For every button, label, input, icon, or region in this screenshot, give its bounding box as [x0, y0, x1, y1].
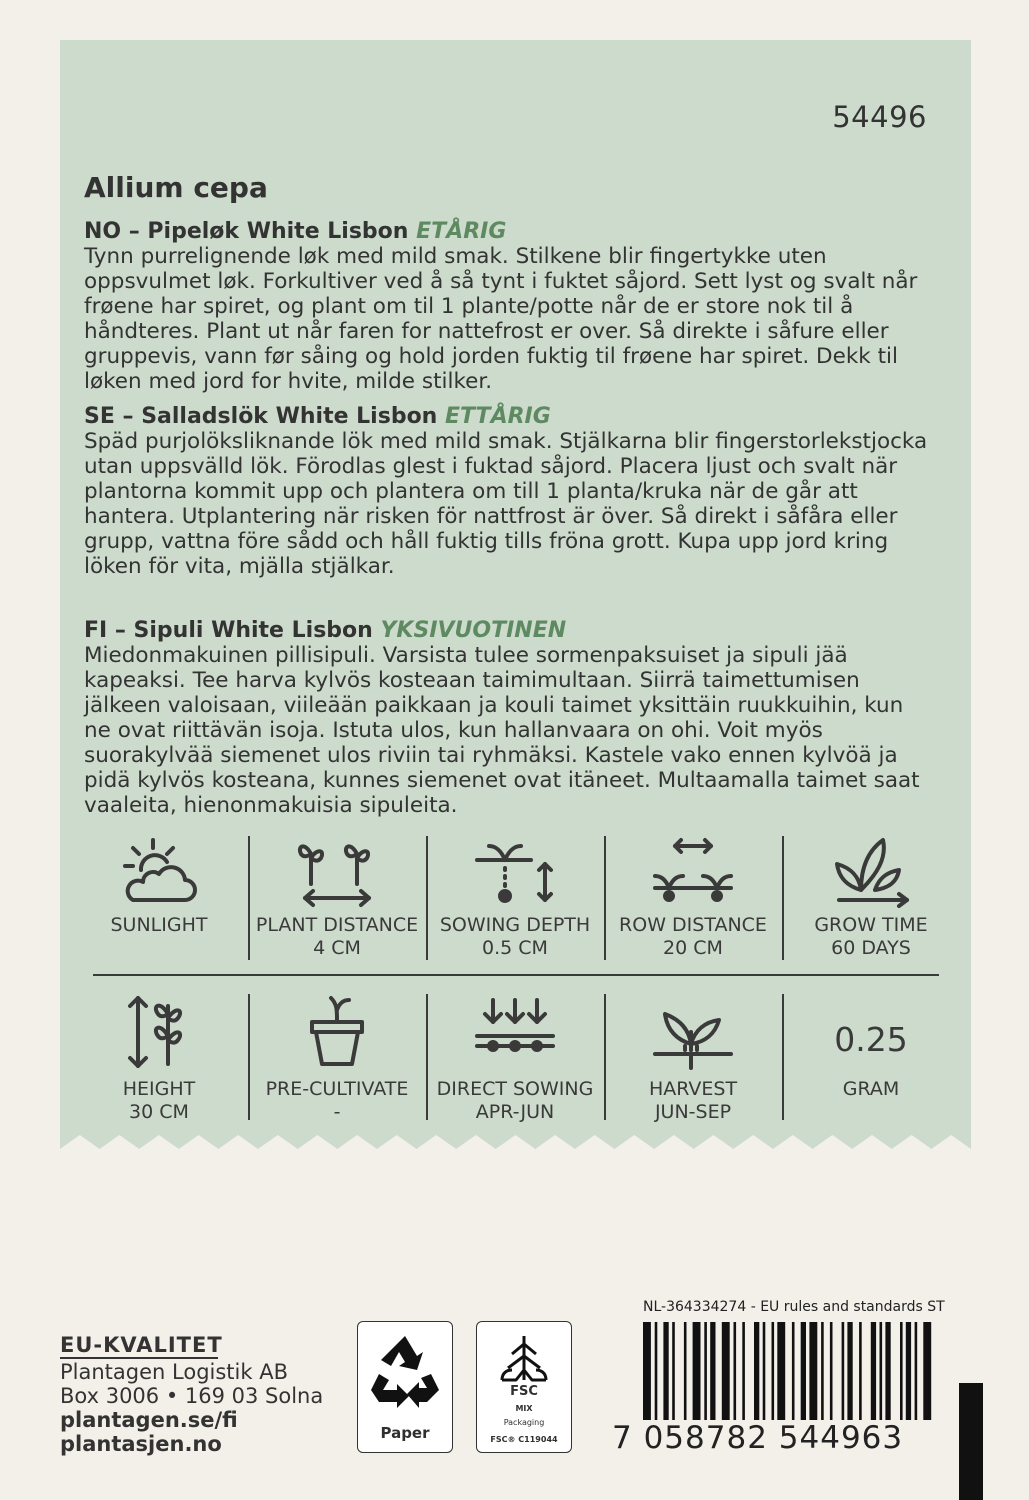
barcode-bar	[792, 1322, 795, 1420]
info-plant-distance	[248, 834, 426, 962]
info-row-distance	[604, 834, 782, 962]
info-label: ROW DISTANCE 20 CM	[619, 914, 767, 959]
gram-label: GRAM	[842, 1078, 900, 1100]
grow-time-icon	[831, 834, 911, 908]
barcode-bar	[923, 1322, 931, 1420]
info-label: PRE-CULTIVATE -	[265, 1078, 409, 1123]
height-icon	[124, 992, 194, 1072]
title-underline	[60, 1357, 218, 1359]
fsc-logo	[476, 1321, 572, 1453]
gram-value: 0.25	[834, 1020, 908, 1059]
barcode-bar	[801, 1322, 806, 1420]
harvest-icon	[651, 992, 735, 1072]
section-swedish	[84, 404, 934, 579]
barcode-bar	[754, 1322, 759, 1420]
barcode-bar	[915, 1322, 918, 1420]
website-fi: plantagen.se/fi	[60, 1408, 238, 1432]
barcode-bar	[684, 1322, 687, 1420]
barcode-bar	[722, 1322, 730, 1420]
pot-icon	[302, 992, 372, 1068]
recycle-icon	[365, 1330, 445, 1410]
fsc-mix: MIX	[515, 1404, 533, 1413]
address: Box 3006 • 169 03 Solna	[60, 1384, 324, 1408]
direct-sowing-icon	[473, 992, 557, 1062]
barcode-bar	[821, 1322, 824, 1420]
recycle-paper-logo	[357, 1321, 453, 1453]
barcode-bar	[693, 1322, 701, 1420]
fsc-packaging: Packaging	[503, 1418, 545, 1427]
barcode	[639, 1322, 939, 1420]
fsc-text: FSC	[510, 1384, 538, 1399]
section-finnish	[84, 618, 934, 818]
barcode-bar	[777, 1322, 785, 1420]
plant-distance-icon	[297, 834, 377, 910]
barcode-bar	[842, 1322, 845, 1420]
barcode-bar	[663, 1322, 668, 1420]
fsc-tree-icon	[494, 1330, 554, 1386]
barcode-bar	[859, 1322, 862, 1420]
info-label: HARVEST JUN-SEP	[648, 1078, 738, 1123]
section-heading: SE – Salladslök White Lisbon ETTÅRIG	[84, 404, 551, 429]
section-heading: NO – Pipeløk White Lisbon ETÅRIG	[84, 219, 507, 244]
zigzag-edge	[60, 1131, 971, 1153]
info-harvest	[604, 992, 782, 1122]
product-code: 54496	[832, 100, 927, 134]
barcode-bar	[809, 1322, 817, 1420]
grid-divider	[93, 974, 939, 976]
barcode-bar	[885, 1322, 890, 1420]
info-sunlight	[70, 834, 248, 962]
info-height	[70, 992, 248, 1122]
latin-name: Allium cepa	[84, 171, 268, 204]
info-label: SOWING DEPTH 0.5 CM	[439, 914, 591, 959]
fsc-code: FSC® C119044	[490, 1435, 558, 1444]
barcode-bar	[880, 1322, 883, 1420]
barcode-bar	[772, 1322, 775, 1420]
info-label: PLANT DISTANCE 4 CM	[255, 914, 419, 959]
barcode-bar	[900, 1322, 903, 1420]
barcode-bar	[710, 1322, 715, 1420]
info-gram	[782, 992, 960, 1122]
section-text: Tynn purrelignende løk med mild smak. Stilkene blir fingertykke uten oppsvulmet løk. Forkultiver ved å så tynt i fuktet såjord. Sett lyst og svalt når frøene har spiret, og plant om til 1 plante/potte når de er store nok til å håndteres. Plant ut når faren for nattefrost er over. Så direkte i såfure eller gruppevis, vann før såing og hold jorden fuktig til frøene har spiret. Dekk til løken med jord for hvite, milde stilker.	[84, 244, 918, 394]
section-text: Miedonmakuinen pillisipuli. Varsista tulee sormenpaksuiset ja sipuli jää kapeaksi. Tee harva kylvös kosteaan taimimultaan. Siirrä taimettumisen jälkeen valoisaan, viileään paikkaan ja kouli taimet yksittäin ruukkuihin, kun ne ovat riittävän isoja. Istuta ulos, kun hallanvaara on ohi. Voit myös suorakylvää siemenet ulos riviin tai ryhmäksi. Kastele vako ennen kylvöä ja pidä kylvös kosteana, kunnes siemenet ovat itäneet. Multaamalla taimet saat vaaleita, hienonmakuisia sipuleita.	[84, 643, 920, 818]
info-pre-cultivate	[248, 992, 426, 1122]
barcode-bar	[742, 1322, 745, 1420]
barcode-bar	[830, 1322, 833, 1420]
section-norwegian	[84, 219, 934, 394]
duration-label: YKSIVUOTINEN	[380, 618, 567, 643]
barcode-bar	[906, 1322, 911, 1420]
sun-cloud-icon	[119, 834, 199, 906]
row-distance-icon	[651, 834, 735, 904]
company-name: Plantagen Logistik AB	[60, 1360, 288, 1384]
info-label: SUNLIGHT	[110, 914, 208, 936]
section-heading: FI – Sipuli White Lisbon YKSIVUOTINEN	[84, 618, 567, 643]
info-label: GROW TIME 60 DAYS	[814, 914, 928, 959]
barcode-bar	[871, 1322, 876, 1420]
duration-label: ETÅRIG	[416, 219, 507, 244]
barcode-bar	[847, 1322, 852, 1420]
barcode-bar	[734, 1322, 737, 1420]
website-no: plantasjen.no	[60, 1432, 222, 1456]
paper-caption: Paper	[380, 1424, 430, 1442]
info-grid-row-1	[70, 834, 960, 962]
duration-label: ETTÅRIG	[445, 404, 551, 429]
registration-mark	[959, 1383, 983, 1500]
barcode-bar	[704, 1322, 707, 1420]
barcode-bar	[672, 1322, 675, 1420]
info-label: HEIGHT 30 CM	[122, 1078, 196, 1123]
address-block	[60, 1333, 323, 1456]
info-grid-row-2	[70, 992, 960, 1122]
registration-line: NL-364334274 - EU rules and standards ST	[643, 1299, 945, 1315]
ean-number: 7 058782 544963	[612, 1420, 904, 1456]
section-text: Späd purjolöksliknande lök med mild smak. Stjälkarna blir fingerstorlekstjocka utan uppsvälld lök. Förodlas glest i fuktad såjord. Placera ljust och svalt när plantorna kommit upp och plantera om till 1 planta/kruka när de går att hantera. Utplantering när risken för nattfrost är över. Så direkt i såfåra eller grupp, vattna före sådd och håll fuktig tills fröna grott. Kupa upp jord kring löken för vita, mjälla stjälkar.	[84, 429, 928, 579]
info-grow-time	[782, 834, 960, 962]
barcode-bar	[655, 1322, 658, 1420]
barcode-bar	[643, 1322, 651, 1420]
info-sowing-depth	[426, 834, 604, 962]
info-label: DIRECT SOWING APR-JUN	[436, 1078, 594, 1123]
eu-quality-title: EU-KVALITET	[60, 1333, 223, 1357]
barcode-bar	[763, 1322, 766, 1420]
info-direct-sowing	[426, 992, 604, 1122]
sowing-depth-icon	[473, 834, 557, 906]
